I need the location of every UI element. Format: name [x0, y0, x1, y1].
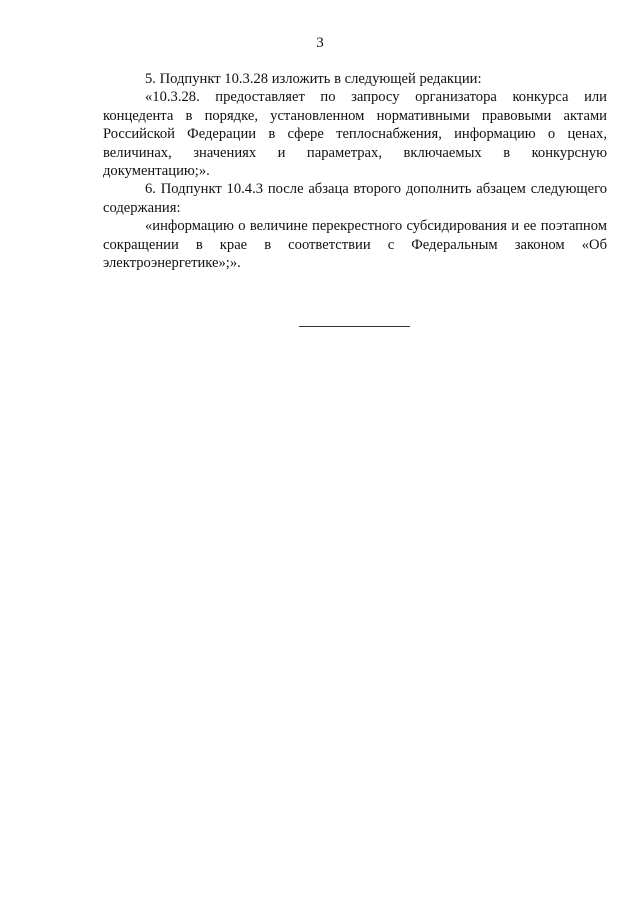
- end-divider-line: [299, 326, 410, 327]
- paragraph-item-6-text: «информацию о величине перекрестного субсидирования и ее поэтапном сокращении в крае в соответствии с Федеральным законом «Об электроэнергетике»;».: [103, 218, 607, 272]
- paragraph-item-5-heading: 5. Подпункт 10.3.28 изложить в следующей редакции:: [145, 71, 482, 87]
- document-body: [103, 70, 607, 272]
- paragraph-item-5-text: «10.3.28. предоставляет по запросу организатора конкурса или концедента в порядке, установленном нормативными правовыми актами Российской Федерации в сфере теплоснабжения, информацию о ценах, величинах, значениях и параметрах, включаемых в конкурсную документацию;».: [103, 89, 607, 180]
- page-number: 3: [316, 35, 324, 51]
- paragraph-item-6-heading: 6. Подпункт 10.4.3 после абзаца второго дополнить абзацем следующего содержания:: [103, 181, 607, 216]
